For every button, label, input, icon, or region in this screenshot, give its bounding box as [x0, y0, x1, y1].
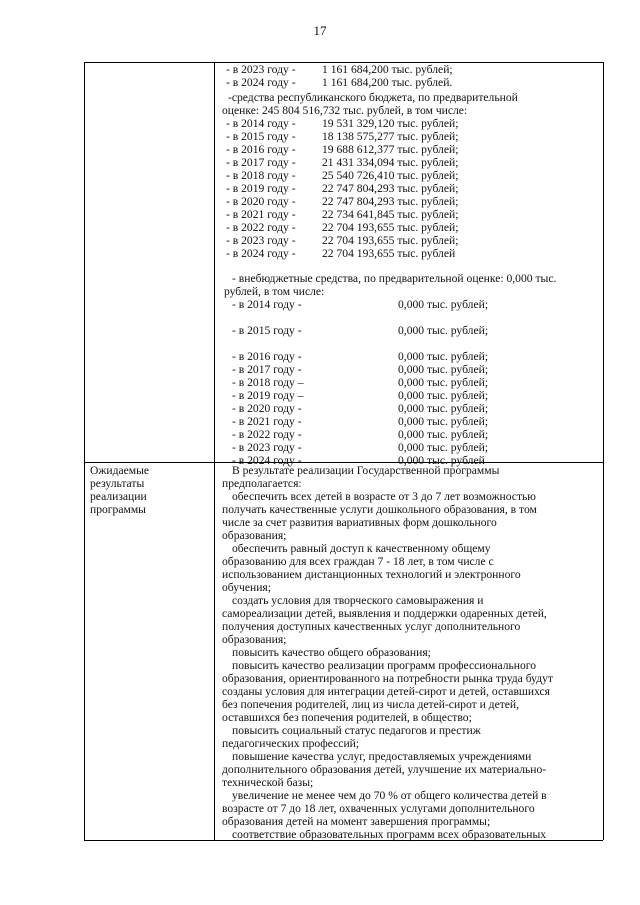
amount-value: 0,000 тыс. рублей; [398, 428, 489, 441]
results-line: созданы условия для интеграции детей-сирот и детей, оставшихся [222, 685, 551, 698]
amount-value: 0,000 тыс. рублей; [398, 324, 489, 337]
year-label: - в 2023 году - [226, 234, 296, 247]
amount-value: 19 688 612,377 тыс. рублей; [322, 143, 459, 156]
results-line: обеспечить всех детей в возрасте от 3 до 7 лет возможностью [232, 490, 536, 503]
results-line: дополнительного образования детей, улучшение их материально- [222, 763, 547, 776]
amount-value: 22 704 193,655 тыс. рублей; [322, 221, 459, 234]
results-label [90, 464, 210, 516]
amount-value: 0,000 тыс. рублей; [398, 389, 489, 402]
results-label-line: программы [90, 503, 146, 516]
results-line: увеличение не менее чем до 70 % от общего количества детей в [232, 789, 547, 802]
results-line: обеспечить равный доступ к качественному общему [232, 542, 491, 555]
amount-value: 22 704 193,655 тыс. рублей; [322, 234, 459, 247]
amount-value: 0,000 тыс. рублей; [398, 376, 489, 389]
year-label: - в 2016 году - [226, 143, 296, 156]
amount-value: 25 540 726,410 тыс. рублей; [322, 169, 459, 182]
year-label: - в 2015 году - [232, 324, 302, 337]
row-divider [84, 462, 603, 463]
year-label: - в 2022 году - [232, 428, 302, 441]
year-label: - в 2022 году - [226, 221, 296, 234]
year-label: - в 2024 году - [232, 454, 302, 467]
results-line: возрасте от 7 до 18 лет, охваченных услугами дополнительного [222, 802, 535, 815]
year-label: - в 2023 году - [226, 63, 296, 76]
year-label: - в 2023 году - [232, 441, 302, 454]
year-label: - в 2024 году - [226, 247, 296, 260]
amount-value: 0,000 тыс. рублей; [398, 415, 489, 428]
results-line: образования; [222, 529, 287, 542]
year-label: - в 2019 году – [232, 389, 304, 402]
section-intro-line: -средства республиканского бюджета, по предварительной [228, 91, 518, 104]
results-line: образования; [222, 633, 287, 646]
results-line: В результате реализации Государственной программы [232, 464, 500, 477]
amount-value: 0,000 тыс. рублей; [398, 441, 489, 454]
amount-value: 0,000 тыс. рублей; [398, 298, 489, 311]
amount-value: 21 431 334,094 тыс. рублей; [322, 156, 459, 169]
results-line: повысить социальный статус педагогов и престиж [232, 724, 481, 737]
page-number: 17 [313, 23, 327, 38]
results-line: самореализации детей, выявления и поддержки одаренных детей, [222, 607, 547, 620]
results-line: числе за счет развития вариативных форм дошкольного [222, 516, 497, 529]
year-label: - в 2021 году - [226, 208, 296, 221]
results-line: использованием дистанционных технологий и электронного [222, 568, 521, 581]
amount-value: 1 161 684,200 тыс. рублей. [322, 76, 453, 89]
year-label: - в 2018 году – [232, 376, 304, 389]
results-line: образованию для всех граждан 7 - 18 лет, в том числе с [222, 555, 494, 568]
section-intro-line: рублей, в том числе: [224, 285, 325, 298]
amount-value: 22 734 641,845 тыс. рублей; [322, 208, 459, 221]
year-label: - в 2021 году - [232, 415, 302, 428]
section-intro-line: - внебюджетные средства, по предварительной оценке: 0,000 тыс. [232, 272, 557, 285]
results-line: повысить качество общего образования; [232, 646, 431, 659]
year-label: - в 2015 году - [226, 130, 296, 143]
amount-value: 19 531 329,120 тыс. рублей; [322, 117, 459, 130]
amount-value: 22 747 804,293 тыс. рублей; [322, 182, 459, 195]
results-line: создать условия для творческого самовыражения и [232, 594, 484, 607]
results-line: образования детей на момент завершения программы; [222, 815, 491, 828]
results-line: обучения; [222, 581, 271, 594]
year-label: - в 2024 году - [226, 76, 296, 89]
results-label-line: реализации [90, 490, 147, 503]
results-line: педагогических профессий; [222, 737, 360, 750]
results-line: соответствие образовательных программ всех образовательных [232, 828, 547, 841]
results-line: повышение качества услуг, предоставляемых учреждениями [232, 750, 532, 763]
amount-value: 0,000 тыс. рублей; [398, 402, 489, 415]
column-divider [214, 62, 215, 840]
amount-value: 0,000 тыс. рублей; [398, 350, 489, 363]
amount-value: 0,000 тыс. рублей [398, 454, 485, 467]
year-label: - в 2017 году - [226, 156, 296, 169]
results-line: без попечения родителей, лиц из числа детей-сирот и детей, [222, 698, 520, 711]
results-line: повысить качество реализации программ профессионального [232, 659, 537, 672]
amount-value: 18 138 575,277 тыс. рублей; [322, 130, 459, 143]
results-line: оставшихся без попечения родителей, в общество; [222, 711, 472, 724]
section-intro-line: оценке: 245 804 516,732 тыс. рублей, в том числе: [222, 104, 468, 117]
year-label: - в 2016 году - [232, 350, 302, 363]
results-text [222, 464, 596, 841]
year-label: - в 2019 году - [226, 182, 296, 195]
amount-value: 22 747 804,293 тыс. рублей; [322, 195, 459, 208]
year-label: - в 2018 году - [226, 169, 296, 182]
results-label-line: Ожидаемые [90, 464, 150, 477]
year-label: - в 2017 году - [232, 363, 302, 376]
amount-value: 1 161 684,200 тыс. рублей; [322, 63, 453, 76]
results-line: технической базы; [222, 776, 314, 789]
amount-value: 0,000 тыс. рублей; [398, 363, 489, 376]
year-label: - в 2014 году - [232, 298, 302, 311]
results-line: предполагается: [222, 477, 302, 490]
results-label-line: результаты [90, 477, 145, 490]
results-line: образования, ориентированного на потребности рынка труда будут [222, 672, 553, 685]
results-line: получения доступных качественных услуг дополнительного [222, 620, 521, 633]
results-line: получать качественные услуги дошкольного образования, в том [222, 503, 537, 516]
year-label: - в 2020 году - [232, 402, 302, 415]
year-label: - в 2020 году - [226, 195, 296, 208]
amount-value: 22 704 193,655 тыс. рублей [322, 247, 456, 260]
year-label: - в 2014 году - [226, 117, 296, 130]
